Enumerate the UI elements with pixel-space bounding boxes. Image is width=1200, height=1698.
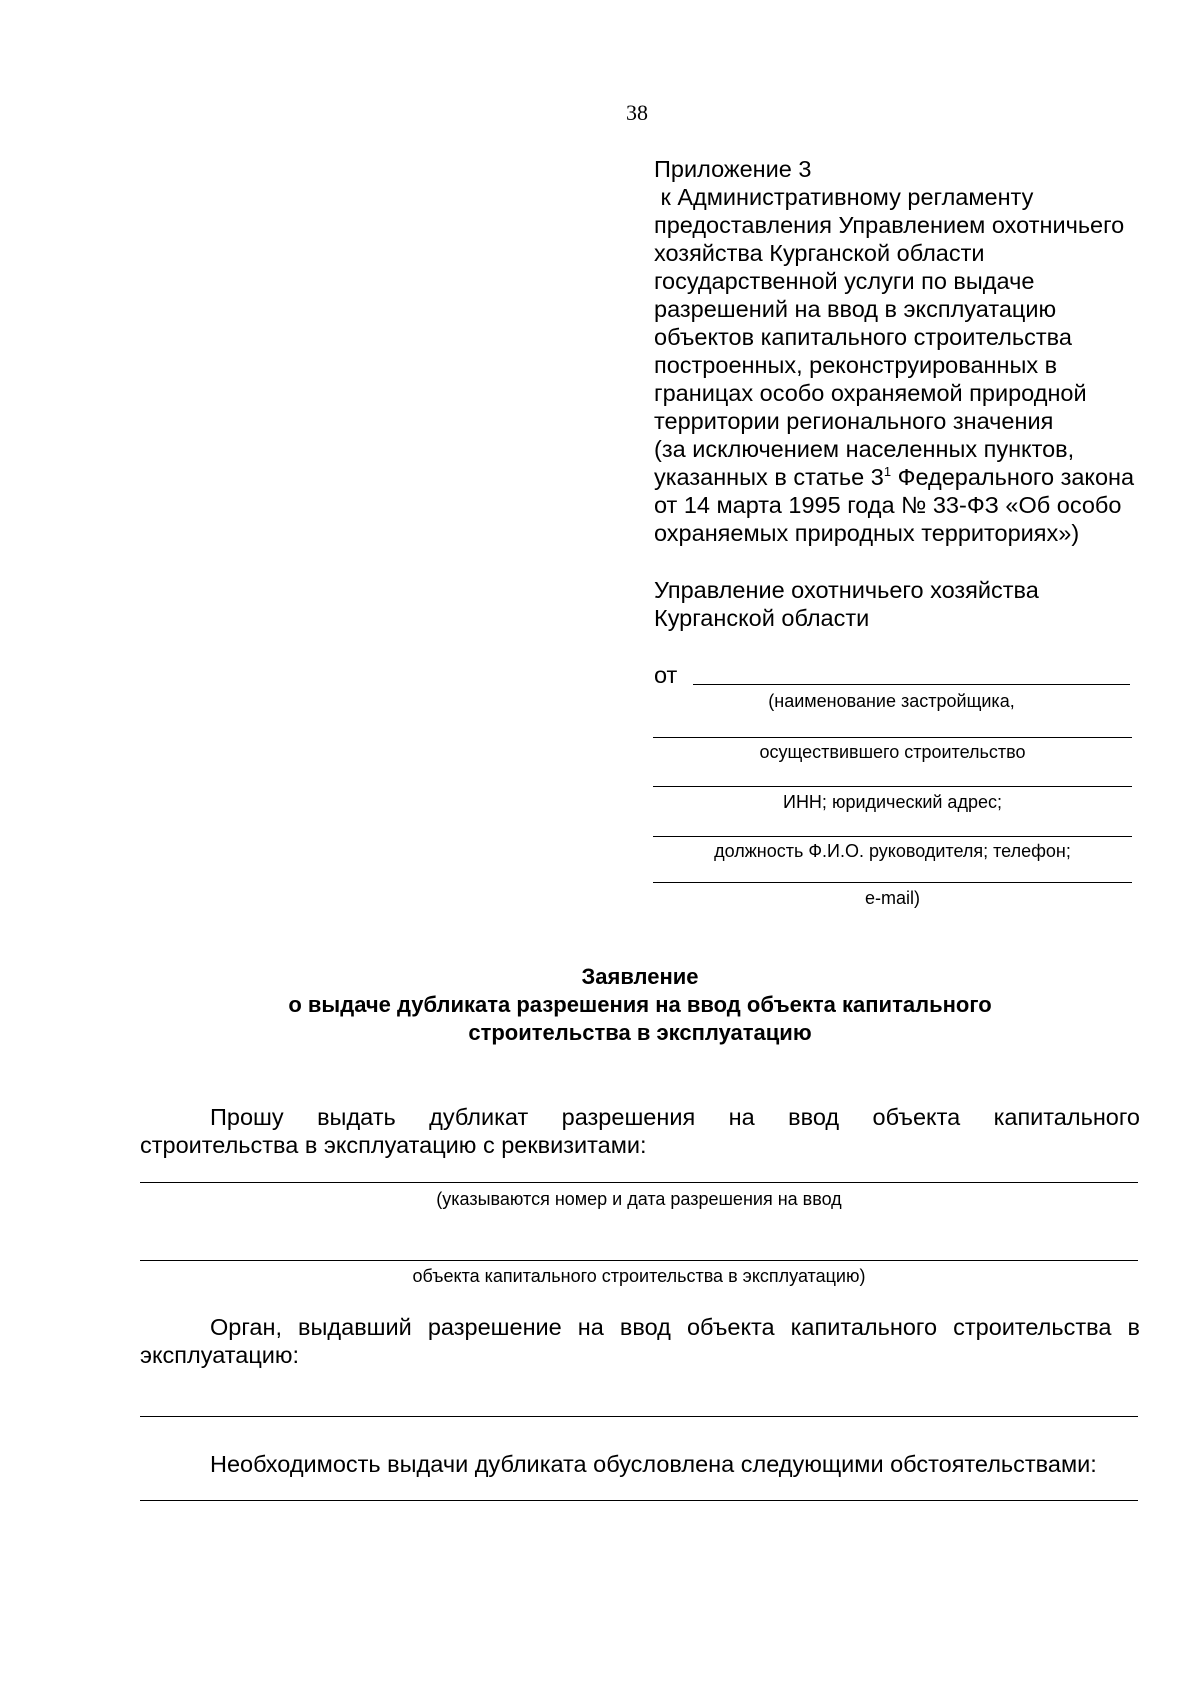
applicant-line xyxy=(653,882,1132,883)
permit-details-line xyxy=(140,1260,1138,1261)
appendix-line: разрешений на ввод в эксплуатацию xyxy=(654,296,1057,322)
appendix-line: государственной услуги по выдаче xyxy=(654,268,1035,294)
from-label: от xyxy=(654,662,678,688)
applicant-caption: (наименование застройщика, xyxy=(768,691,1015,711)
recipient-line: Курганской области xyxy=(654,605,870,631)
page-number: 38 xyxy=(626,100,648,125)
title-line: строительства в эксплуатацию xyxy=(468,1020,812,1045)
recipient-block xyxy=(654,576,1174,632)
applicant-line xyxy=(653,836,1132,837)
appendix-line: Приложение 3 xyxy=(654,156,812,182)
appendix-line: хозяйства Курганской области xyxy=(654,240,985,266)
appendix-line: границах особо охраняемой природной xyxy=(654,380,1087,406)
applicant-caption: ИНН; юридический адрес; xyxy=(783,792,1002,812)
appendix-line: построенных, реконструированных в xyxy=(654,352,1058,378)
request-line: строительства в эксплуатацию с реквизитами: xyxy=(140,1132,647,1158)
authority-line: Орган, выдавший разрешение на ввод объекта капитального строительства в xyxy=(210,1314,1140,1340)
recipient-line: Управление охотничьего хозяйства xyxy=(654,577,1039,603)
reason-fill-line xyxy=(140,1500,1138,1501)
law-superscript: 1 xyxy=(883,464,892,479)
applicant-caption: осуществившего строительство xyxy=(759,742,1026,762)
applicant-caption: должность Ф.И.О. руководителя; телефон; xyxy=(714,841,1071,861)
authority-fill-line xyxy=(140,1416,1138,1417)
permit-caption: объекта капитального строительства в эксплуатацию) xyxy=(412,1266,866,1286)
permit-details-line xyxy=(140,1182,1138,1183)
applicant-line xyxy=(653,737,1132,738)
law-text-after: Федерального закона xyxy=(891,464,1135,490)
request-paragraph xyxy=(140,1103,1140,1159)
appendix-line: охраняемых природных территориях») xyxy=(654,520,1080,546)
title-line: Заявление xyxy=(581,964,699,989)
request-line: Прошу выдать дубликат разрешения на ввод объекта капитального xyxy=(210,1104,1140,1130)
law-text-before: указанных в статье 3 xyxy=(654,464,884,490)
authority-paragraph xyxy=(140,1313,1140,1369)
appendix-line: предоставления Управлением охотничьего xyxy=(654,212,1125,238)
appendix-line: (за исключением населенных пунктов, xyxy=(654,436,1075,462)
appendix-line: от 14 марта 1995 года № 33-ФЗ «Об особо xyxy=(654,492,1122,518)
applicant-caption: e-mail) xyxy=(864,888,920,908)
applicant-name-line xyxy=(693,684,1130,685)
title-line: о выдаче дубликата разрешения на ввод объекта капитального xyxy=(288,992,992,1017)
appendix-block xyxy=(654,155,1174,547)
document-title xyxy=(140,963,1140,1047)
appendix-line: территории регионального значения xyxy=(654,408,1054,434)
appendix-line: объектов капитального строительства xyxy=(654,324,1072,350)
appendix-line: к Административному регламенту xyxy=(654,184,1034,210)
permit-caption: (указываются номер и дата разрешения на ввод xyxy=(436,1189,842,1209)
appendix-law-line xyxy=(654,463,1174,491)
reason-paragraph: Необходимость выдачи дубликата обусловлена следующими обстоятельствами: xyxy=(210,1451,1097,1477)
authority-line: эксплуатацию: xyxy=(140,1342,300,1368)
applicant-line xyxy=(653,786,1132,787)
